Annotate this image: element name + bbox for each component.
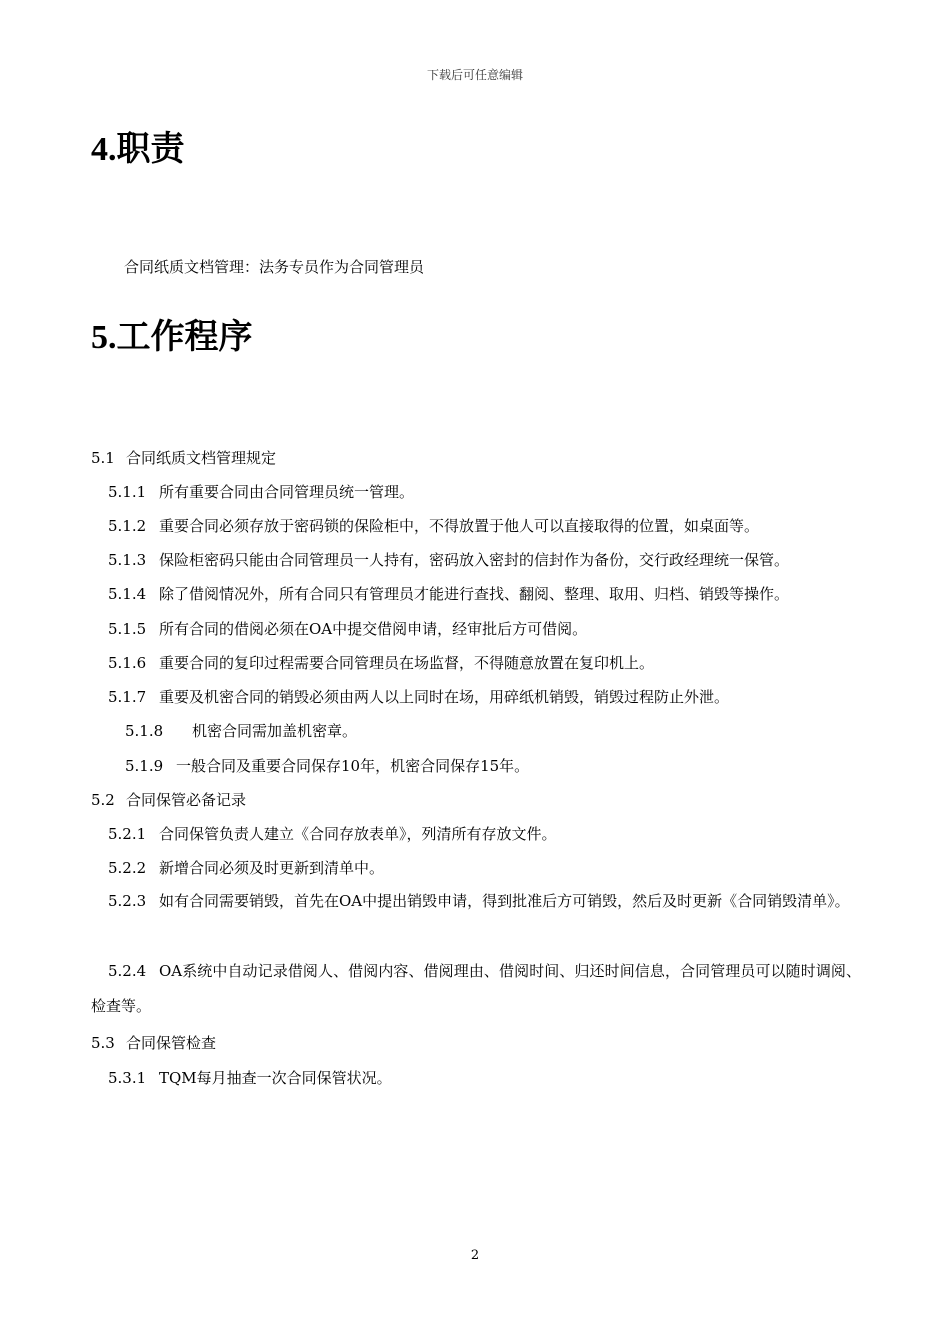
item-text: 合同保管检查 [126, 1034, 217, 1052]
item-text: 保险柜密码只能由合同管理员一人持有，密码放入密封的信封作为备份，交行政经理统一保管。 [159, 551, 790, 569]
item-number: 5.2.4 [108, 962, 147, 980]
item-5-2-1 [108, 824, 557, 844]
item-5-1-5 [108, 619, 587, 639]
item-5-3 [91, 1033, 216, 1053]
item-5-1-3 [108, 550, 789, 570]
item-5-2-4 [91, 954, 861, 1024]
item-number: 5.2.3 [108, 892, 147, 910]
item-number: 5.1.1 [108, 483, 147, 501]
item-number: 5.2 [91, 791, 115, 809]
item-text: 合同保管必备记录 [126, 791, 247, 809]
item-text: TQM每月抽查一次合同保管状况。 [159, 1069, 392, 1087]
item-text: 合同保管负责人建立《合同存放表单》，列清所有存放文件。 [159, 825, 557, 843]
item-number: 5.2.1 [108, 825, 147, 843]
item-5-1 [91, 448, 276, 468]
page-header: 下载后可任意编辑 [426, 68, 523, 82]
item-text: 合同纸质文档管理规定 [126, 449, 277, 467]
section-5-heading [91, 318, 253, 358]
item-number: 5.1.2 [108, 517, 147, 535]
item-5-1-9 [125, 756, 529, 776]
item-5-1-2 [108, 516, 759, 536]
section-5-title: 工作程序 [116, 319, 253, 356]
section-4-body: 合同纸质文档管理：法务专员作为合同管理员 [124, 258, 425, 276]
item-5-1-1 [108, 482, 414, 502]
item-number: 5.1.8 [125, 722, 164, 740]
section-4-heading [91, 130, 185, 170]
item-text: 机密合同需加盖机密章。 [192, 722, 358, 740]
item-number: 5.1.4 [108, 585, 147, 603]
item-5-3-1 [108, 1068, 392, 1088]
item-5-2-3 [91, 884, 861, 919]
section-4-title: 职责 [116, 131, 185, 168]
item-text: 一般合同及重要合同保存10年，机密合同保存15年。 [176, 757, 530, 775]
item-5-2-2 [108, 858, 384, 878]
item-text: 所有合同的借阅必须在OA中提交借阅申请，经审批后方可借阅。 [159, 620, 588, 638]
item-number: 5.1.7 [108, 688, 147, 706]
item-5-1-7 [108, 687, 729, 707]
item-number: 5.2.2 [108, 859, 147, 877]
item-5-2 [91, 790, 246, 810]
item-text: 重要及机密合同的销毁必须由两人以上同时在场，用碎纸机销毁，销毁过程防止外泄。 [159, 688, 730, 706]
section-5-number: 5. [91, 319, 117, 356]
page-number: 2 [470, 1248, 480, 1263]
item-text: 新增合同必须及时更新到清单中。 [159, 859, 385, 877]
item-number: 5.1 [91, 449, 115, 467]
item-text: 如有合同需要销毁，首先在OA中提出销毁申请，得到批准后方可销毁，然后及时更新《合同销毁清单》。 [159, 892, 850, 910]
item-text: OA系统中自动记录借阅人、借阅内容、借阅理由、借阅时间、归还时间信息，合同管理员可以随时调阅、检查等。 [91, 962, 861, 1015]
section-4-number: 4. [91, 131, 117, 168]
item-text: 重要合同的复印过程需要合同管理员在场监督，不得随意放置在复印机上。 [159, 654, 655, 672]
item-5-1-6 [108, 653, 654, 673]
item-number: 5.1.5 [108, 620, 147, 638]
item-number: 5.3 [91, 1034, 115, 1052]
item-5-1-8 [125, 721, 357, 741]
item-number: 5.1.9 [125, 757, 164, 775]
item-5-1-4 [108, 584, 789, 604]
item-number: 5.1.6 [108, 654, 147, 672]
item-text: 所有重要合同由合同管理员统一管理。 [159, 483, 415, 501]
item-text: 除了借阅情况外，所有合同只有管理员才能进行查找、翻阅、整理、取用、归档、销毁等操作。 [159, 585, 790, 603]
item-number: 5.3.1 [108, 1069, 147, 1087]
item-number: 5.1.3 [108, 551, 147, 569]
item-text: 重要合同必须存放于密码锁的保险柜中，不得放置于他人可以直接取得的位置，如桌面等。 [159, 517, 760, 535]
